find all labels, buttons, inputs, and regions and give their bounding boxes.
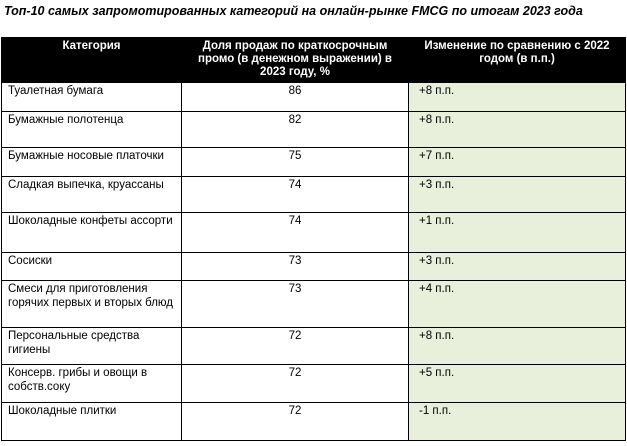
- table-row: [2, 281, 626, 328]
- category-cell: Сосиски: [2, 253, 182, 281]
- change-cell: +8 п.п.: [409, 112, 626, 148]
- table-row: [2, 253, 626, 281]
- table-row: [2, 328, 626, 365]
- share-cell: 86: [182, 83, 409, 112]
- header-change: Изменение по сравнению с 2022 годом (в п.п.): [409, 38, 626, 83]
- share-cell: 74: [182, 177, 409, 213]
- category-cell: Туалетная бумага: [2, 83, 182, 112]
- category-cell: Смеси для приготовления горячих первых и вторых блюд: [2, 281, 182, 328]
- table-row: [2, 213, 626, 253]
- category-cell: Шоколадные плитки: [2, 403, 182, 441]
- change-cell: -1 п.п.: [409, 403, 626, 441]
- share-cell: 73: [182, 253, 409, 281]
- table-row: [2, 177, 626, 213]
- table-title: Топ-10 самых запромотированных категорий на онлайн-рынке FMCG по итогам 2023 года: [4, 4, 583, 18]
- table-row: [2, 403, 626, 441]
- change-cell: +3 п.п.: [409, 177, 626, 213]
- header-category: Категория: [2, 38, 182, 83]
- category-cell: Бумажные носовые платочки: [2, 148, 182, 177]
- table-row: [2, 365, 626, 403]
- table-header-row: [2, 38, 626, 83]
- share-cell: 72: [182, 403, 409, 441]
- table-row: [2, 83, 626, 112]
- change-cell: +8 п.п.: [409, 328, 626, 365]
- share-cell: 73: [182, 281, 409, 328]
- category-cell: Консерв. грибы и овощи в собств.соку: [2, 365, 182, 403]
- change-cell: +7 п.п.: [409, 148, 626, 177]
- header-promo-share: Доля продаж по краткосрочным промо (в денежном выражении) в 2023 году, %: [182, 38, 409, 83]
- category-cell: Сладкая выпечка, круассаны: [2, 177, 182, 213]
- change-cell: +3 п.п.: [409, 253, 626, 281]
- share-cell: 72: [182, 328, 409, 365]
- share-cell: 72: [182, 365, 409, 403]
- change-cell: +5 п.п.: [409, 365, 626, 403]
- share-cell: 74: [182, 213, 409, 253]
- promo-categories-table: [1, 37, 626, 441]
- category-cell: Персональные средства гигиены: [2, 328, 182, 365]
- category-cell: Бумажные полотенца: [2, 112, 182, 148]
- table-row: [2, 148, 626, 177]
- category-cell: Шоколадные конфеты ассорти: [2, 213, 182, 253]
- change-cell: +4 п.п.: [409, 281, 626, 328]
- share-cell: 82: [182, 112, 409, 148]
- share-cell: 75: [182, 148, 409, 177]
- table-row: [2, 112, 626, 148]
- change-cell: +8 п.п.: [409, 83, 626, 112]
- change-cell: +1 п.п.: [409, 213, 626, 253]
